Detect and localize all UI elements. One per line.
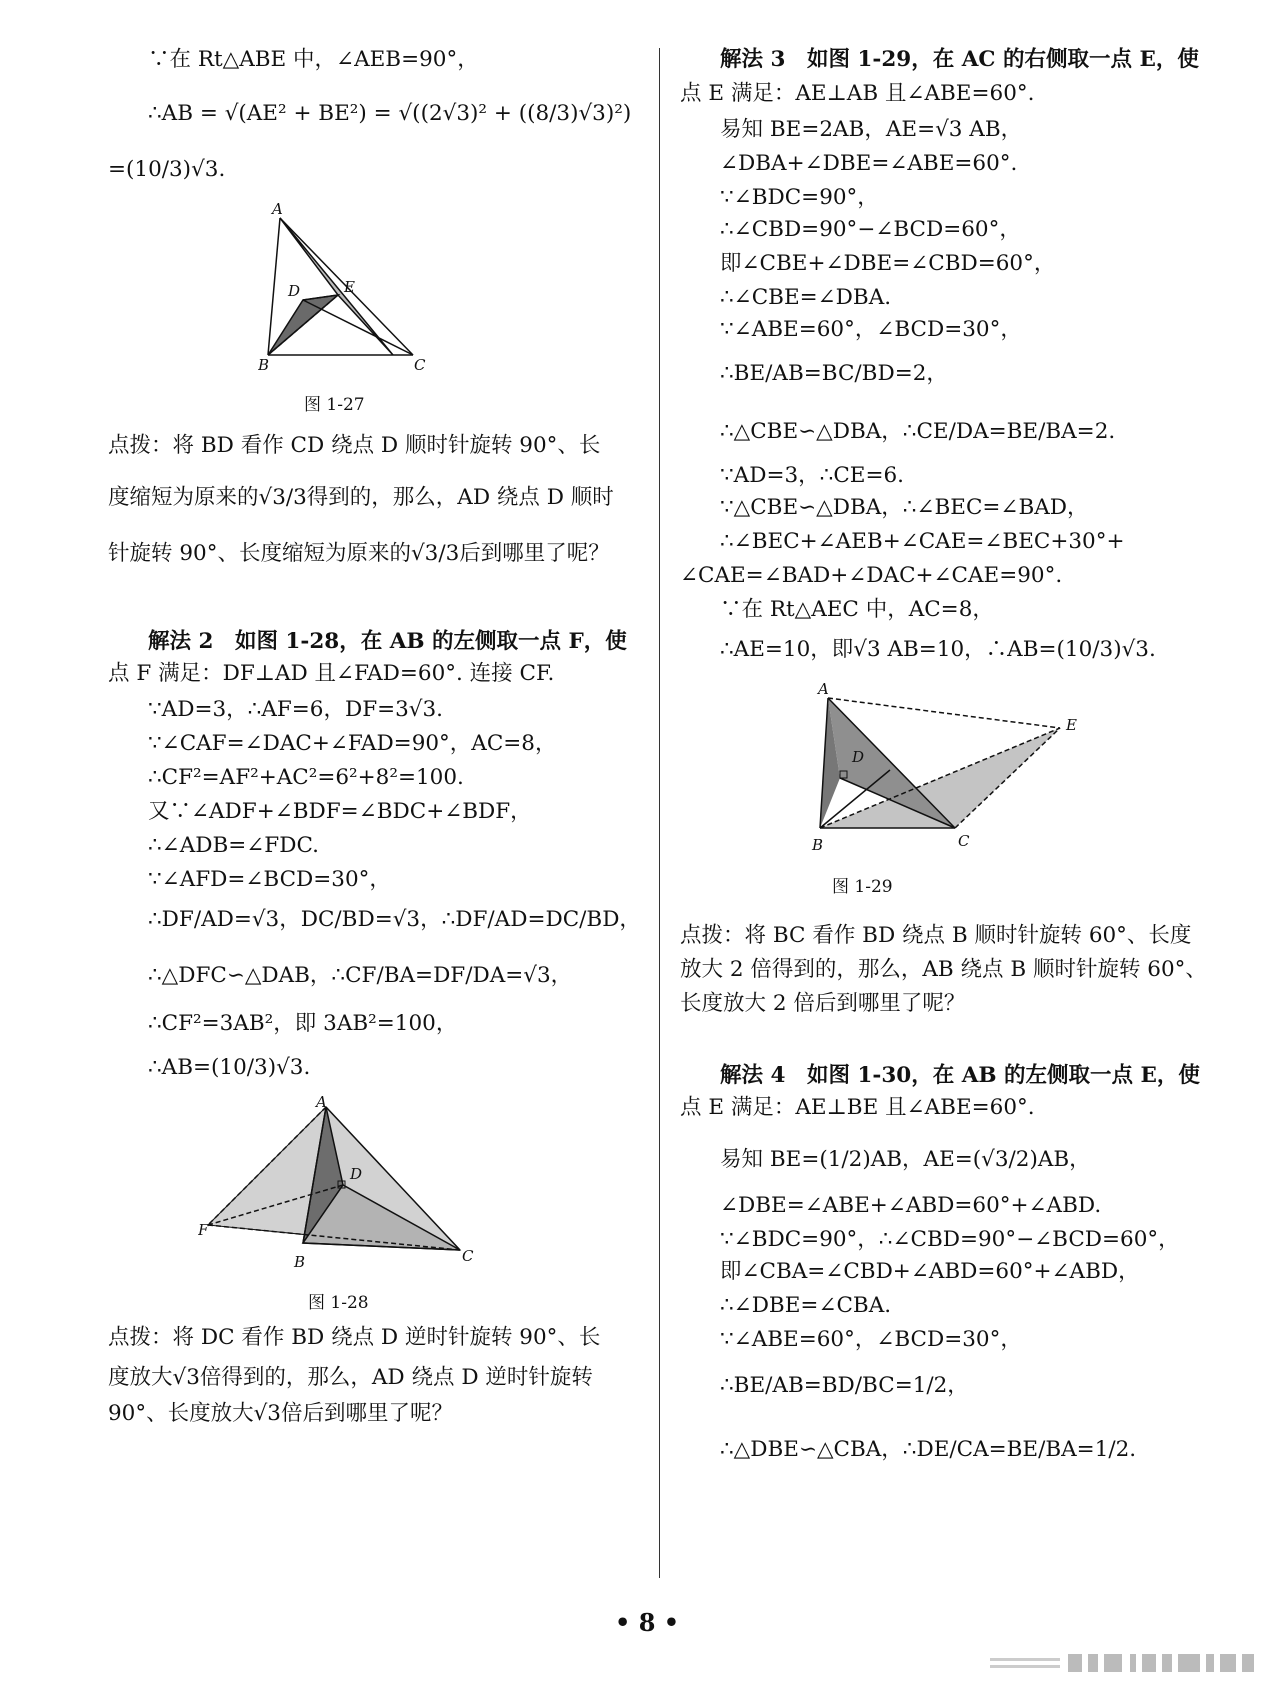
text-line: ∴∠CBE=∠DBA. — [720, 285, 892, 310]
formula-line: ∴△DBE∽△CBA，∴DE/CA=BE/BA=1/2. — [720, 1437, 1137, 1462]
formula-line: ∴DF/AD=√3，DC/BD=√3，∴DF/AD=DC/BD， — [148, 907, 641, 932]
solution-heading: 解法 3 如图 1-29，在 AC 的右侧取一点 E，使 — [720, 47, 1199, 72]
text-line: ∴CF²=AF²+AC²=6²+8²=100. — [148, 765, 464, 790]
text-line: ∴∠CBD=90°−∠BCD=60°， — [720, 217, 1021, 242]
formula-line: ∴AB = √(AE² + BE²) = √((2√3)² + ((8/3)√3)²) — [148, 101, 632, 126]
text-line: 90°、长度放大√3倍后到哪里了呢？ — [108, 1401, 453, 1426]
text-line: 度缩短为原来的√3/3得到的，那么，AD 绕点 D 顺时 — [108, 485, 614, 510]
vertex-label-e: E — [344, 278, 355, 296]
vertex-label-a: A — [316, 1095, 327, 1111]
figure-1-27 — [258, 200, 448, 375]
formula-line: ∴AE=10，即√3 AB=10，∴AB=(10/3)√3. — [720, 637, 1156, 662]
vertex-label-b: B — [294, 1253, 306, 1271]
formula-line: ∴AB=(10/3)√3. — [148, 1055, 311, 1080]
page-number: • 8 • — [615, 1608, 680, 1637]
vertex-label-c: C — [414, 356, 426, 374]
solution-heading: 解法 4 如图 1-30，在 AB 的左侧取一点 E，使 — [720, 1063, 1200, 1088]
text-line: ∵∠BDC=90°，∴∠CBD=90°−∠BCD=60°， — [720, 1227, 1180, 1252]
vertex-label-b: B — [258, 356, 270, 374]
text-line: ∵∠ABE=60°，∠BCD=30°， — [720, 317, 1022, 342]
text-line: ∴∠BEC+∠AEB+∠CAE=∠BEC+30°+ — [720, 529, 1125, 554]
text-line: 点拨：将 BC 看作 BD 绕点 B 顺时针旋转 60°、长度 — [680, 923, 1192, 948]
formula-line: =(10/3)√3. — [108, 157, 226, 182]
text-line: 针旋转 90°、长度缩短为原来的√3/3后到哪里了呢？ — [108, 541, 610, 566]
text-line: 即∠CBE+∠DBE=∠CBD=60°， — [720, 251, 1056, 276]
column-divider — [659, 48, 660, 1578]
text-line: 点拨：将 DC 看作 BD 绕点 D 逆时针旋转 90°、长 — [108, 1325, 601, 1350]
text-line: ∴∠DBE=∠CBA. — [720, 1293, 892, 1318]
figure-caption: 图 1-29 — [832, 877, 893, 897]
vertex-label-a: A — [818, 680, 829, 698]
text-line: ∴CF²=3AB²，即 3AB²=100， — [148, 1011, 458, 1036]
formula-line: ∴BE/AB=BD/BC=1/2， — [720, 1373, 969, 1398]
figure-1-28 — [198, 1095, 498, 1280]
vertex-label-c: C — [462, 1247, 474, 1265]
vertex-label-f: F — [198, 1221, 209, 1239]
text-line: ∵在 Rt△ABE 中，∠AEB=90°， — [148, 47, 479, 72]
text-line: 又∵∠ADF+∠BDF=∠BDC+∠BDF， — [148, 799, 532, 824]
formula-line: ∴△CBE∽△DBA，∴CE/DA=BE/BA=2. — [720, 419, 1116, 444]
text-line: ∠DBE=∠ABE+∠ABD=60°+∠ABD. — [720, 1193, 1102, 1218]
solution-heading: 解法 2 如图 1-28，在 AB 的左侧取一点 F，使 — [148, 629, 627, 654]
text-line: 度放大√3倍得到的，那么，AD 绕点 D 逆时针旋转 — [108, 1365, 593, 1390]
text-line: ∠CAE=∠BAD+∠DAC+∠CAE=90°. — [680, 563, 1063, 588]
barcode-watermark — [990, 1652, 1260, 1678]
text-line: ∵∠ABE=60°，∠BCD=30°， — [720, 1327, 1022, 1352]
text-line: 点拨：将 BD 看作 CD 绕点 D 顺时针旋转 90°、长 — [108, 433, 601, 458]
vertex-label-d: D — [288, 282, 301, 300]
text-line: 易知 BE=2AB，AE=√3 AB， — [720, 117, 1023, 142]
text-line: 点 F 满足：DF⊥AD 且∠FAD=60°. 连接 CF. — [108, 661, 555, 686]
formula-line: 易知 BE=(1/2)AB，AE=(√3/2)AB， — [720, 1147, 1091, 1172]
formula-line: ∴BE/AB=BC/BD=2， — [720, 361, 948, 386]
text-line: 放大 2 倍得到的，那么，AB 绕点 B 顺时针旋转 60°、 — [680, 957, 1207, 982]
text-line: 点 E 满足：AE⊥BE 且∠ABE=60°. — [680, 1095, 1035, 1120]
formula-line: ∴△DFC∽△DAB，∴CF/BA=DF/DA=√3， — [148, 963, 573, 988]
text-line: ∠DBA+∠DBE=∠ABE=60°. — [720, 151, 1018, 176]
text-line: 长度放大 2 倍后到哪里了呢？ — [680, 991, 966, 1016]
text-line: ∵△CBE∽△DBA，∴∠BEC=∠BAD， — [720, 495, 1089, 520]
vertex-label-a: A — [272, 200, 283, 218]
text-line: 点 E 满足：AE⊥AB 且∠ABE=60°. — [680, 81, 1035, 106]
text-line: ∵AD=3，∴AF=6，DF=3√3. — [148, 697, 444, 722]
figure-1-29 — [800, 678, 1090, 858]
text-line: 即∠CBA=∠CBD+∠ABD=60°+∠ABD， — [720, 1259, 1140, 1284]
text-line: ∵∠BDC=90°， — [720, 185, 879, 210]
text-line: ∵∠AFD=∠BCD=30°， — [148, 867, 391, 892]
vertex-label-d: D — [350, 1165, 363, 1183]
text-line: ∵AD=3，∴CE=6. — [720, 463, 904, 488]
vertex-label-b: B — [812, 836, 824, 854]
figure-caption: 图 1-28 — [308, 1293, 369, 1313]
vertex-label-e: E — [1066, 716, 1077, 734]
text-line: ∵在 Rt△AEC 中，AC=8， — [720, 597, 994, 622]
vertex-label-c: C — [958, 832, 970, 850]
figure-caption: 图 1-27 — [304, 395, 365, 415]
vertex-label-d: D — [852, 748, 865, 766]
text-line: ∴∠ADB=∠FDC. — [148, 833, 319, 858]
text-line: ∵∠CAF=∠DAC+∠FAD=90°，AC=8， — [148, 731, 557, 756]
